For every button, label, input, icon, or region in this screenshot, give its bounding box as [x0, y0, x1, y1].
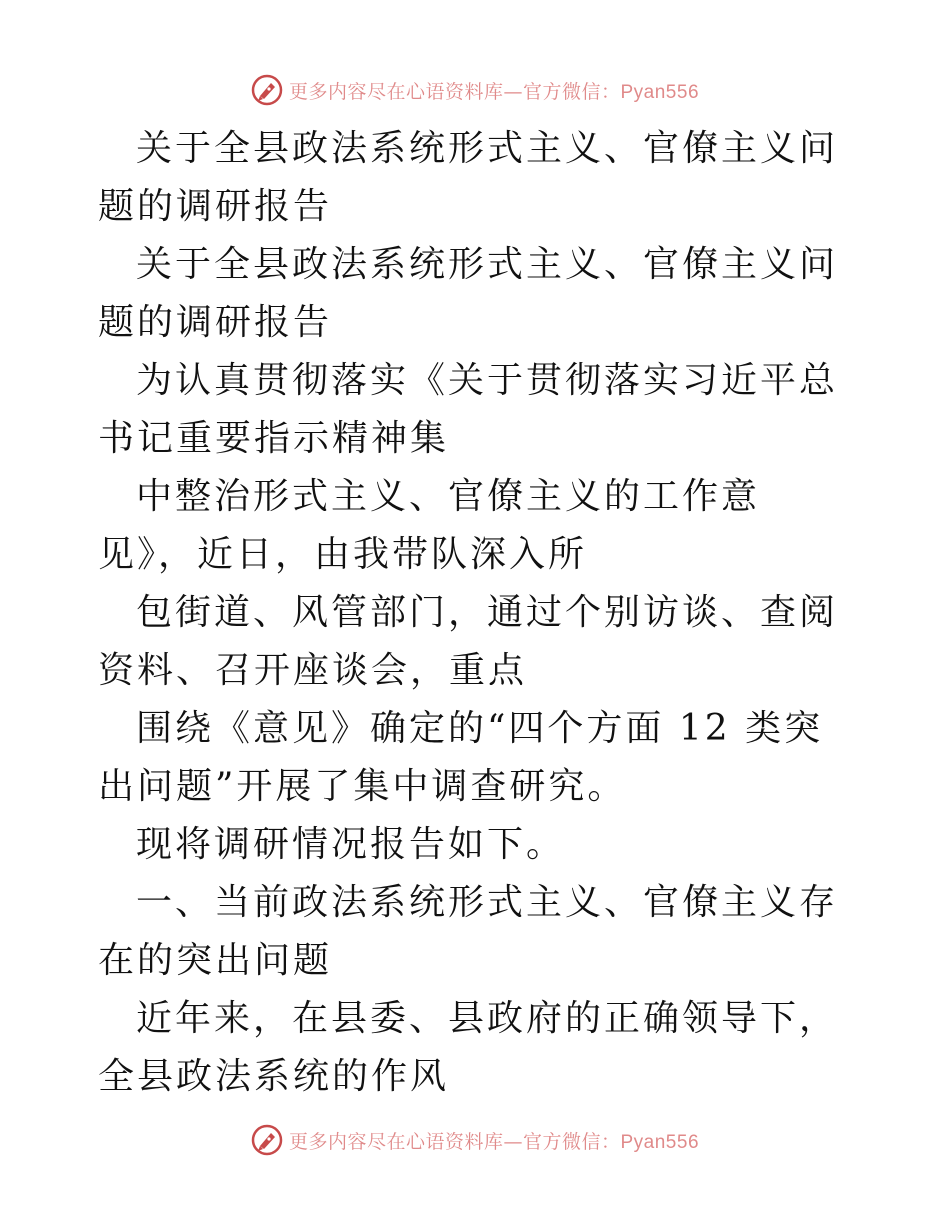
paragraph: 为认真贯彻落实《关于贯彻落实习近平总书记重要指示精神集	[98, 360, 839, 459]
paragraph: 包街道、风管部门，通过个别访谈、查阅资料、召开座谈会，重点	[98, 592, 839, 691]
footer-banner	[0, 1120, 950, 1160]
pen-nib-logo-icon	[251, 1124, 283, 1156]
document-title: 关于全县政法系统形式主义、官僚主义问题的调研报告	[98, 128, 839, 227]
banner-text: 更多内容尽在心语资料库—官方微信：Pyan556	[288, 1130, 700, 1153]
paragraph: 现将调研情况报告如下。	[136, 824, 566, 865]
paragraph: 近年来，在县委、县政府的正确领导下，全县政法系统的作风	[98, 998, 839, 1097]
paragraph: 中整治形式主义、官僚主义的工作意见》，近日，由我带队深入所	[98, 476, 761, 575]
document-body	[98, 120, 858, 1106]
paragraph: 围绕《意见》确定的“四个方面 12 类突出问题”开展了集中调查研究。	[98, 708, 824, 807]
banner-text: 更多内容尽在心语资料库—官方微信：Pyan556	[288, 80, 700, 103]
section-heading: 一、当前政法系统形式主义、官僚主义存在的突出问题	[98, 882, 839, 981]
document-title-repeat: 关于全县政法系统形式主义、官僚主义问题的调研报告	[98, 244, 839, 343]
pen-nib-logo-icon	[251, 74, 283, 106]
header-banner	[0, 70, 950, 110]
